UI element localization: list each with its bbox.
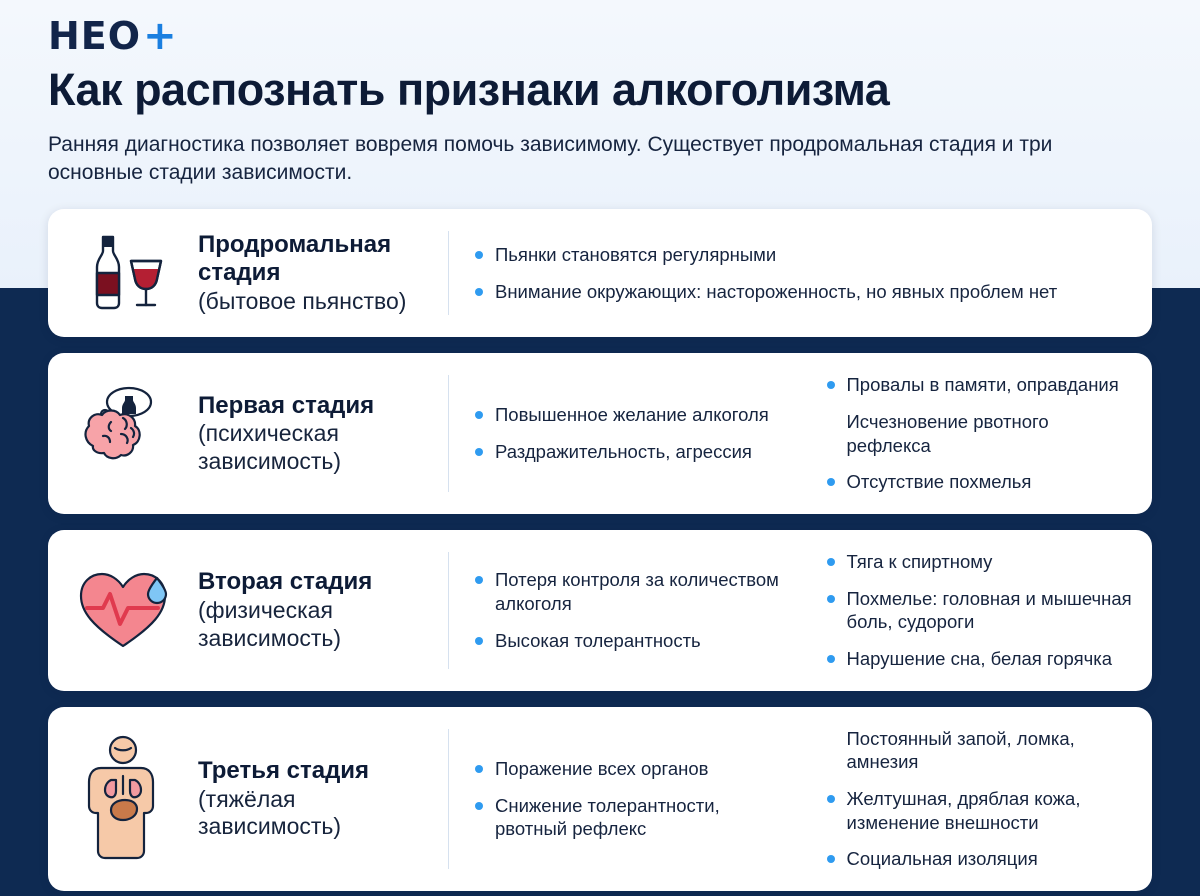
stage-title: Вторая стадия bbox=[198, 568, 373, 596]
stage-bullet-column bbox=[801, 353, 1153, 514]
stage-bullet-column bbox=[449, 209, 1122, 337]
bullet-item: Отсутствие похмелья bbox=[827, 470, 1135, 494]
page-subtitle: Ранняя диагностика позволяет вовремя помочь зависимому. Существует продромальная стадия и три основные стадии зависимости. bbox=[48, 132, 1053, 184]
bullet-item: Желтушная, дряблая кожа, изменение внешности bbox=[827, 787, 1135, 834]
stage-card bbox=[48, 707, 1152, 891]
page-title: Как распознать признаки алкоголизма bbox=[48, 64, 890, 115]
bullet-item: Повышенное желание алкоголя bbox=[475, 403, 783, 427]
stage-label bbox=[198, 530, 448, 691]
stage-card bbox=[48, 209, 1152, 337]
bullet-item: Пьянки становятся регулярными bbox=[475, 243, 1104, 267]
logo-plus: + bbox=[143, 13, 178, 59]
bullet-item: Похмелье: головная и мышечная боль, судороги bbox=[827, 587, 1135, 634]
bullet-item: Социальная изоляция bbox=[827, 847, 1135, 871]
stage-subtitle: (тяжёлая зависимость) bbox=[198, 785, 342, 840]
bullet-item: Раздражительность, агрессия bbox=[475, 440, 783, 464]
logo-text bbox=[48, 13, 178, 59]
stage-bullet-column bbox=[801, 707, 1153, 891]
wine-bottle-and-glass-icon bbox=[75, 227, 171, 319]
bullet-item: Снижение толерантности, рвотный рефлекс bbox=[475, 794, 783, 841]
bullet-item: Поражение всех органов bbox=[475, 757, 783, 781]
stage-title: Первая стадия bbox=[198, 391, 375, 419]
bullet-item: Постоянный запой, ломка, амнезия bbox=[846, 727, 1075, 773]
stage-card bbox=[48, 353, 1152, 514]
logo-name: HEO bbox=[48, 14, 142, 58]
stage-title: Третья стадия bbox=[198, 756, 370, 784]
brand-logo bbox=[48, 0, 1152, 59]
stage-icon-container bbox=[48, 209, 198, 337]
stage-title: Продромальная стадия bbox=[198, 230, 392, 287]
stage-icon-container bbox=[48, 707, 198, 891]
human-body-organs-icon bbox=[75, 734, 171, 864]
stage-icon-container bbox=[48, 353, 198, 514]
stage-subtitle: (психическая зависимость) bbox=[198, 420, 342, 475]
stage-bullet-column bbox=[801, 530, 1153, 691]
bullet-item: Тяга к спиртному bbox=[827, 550, 1135, 574]
bullet-item: Внимание окружающих: настороженность, но явных проблем нет bbox=[475, 280, 1104, 304]
bullet-item: Исчезновение рвотного рефлекса bbox=[846, 410, 1049, 456]
stage-icon-container bbox=[48, 530, 198, 691]
stage-bullet-column bbox=[449, 353, 801, 514]
stage-label bbox=[198, 707, 448, 891]
heart-pulse-icon bbox=[71, 562, 175, 658]
stage-bullet-column bbox=[449, 707, 801, 891]
stage-bullet-column bbox=[449, 530, 801, 691]
stage-card-list bbox=[48, 209, 1152, 891]
stage-label bbox=[198, 209, 448, 337]
stage-subtitle: (физическая зависимость) bbox=[198, 597, 342, 651]
bullet-item: Потеря контроля за количеством алкоголя bbox=[475, 568, 783, 615]
stage-card bbox=[48, 530, 1152, 691]
bullet-item: Высокая толерантность bbox=[475, 629, 783, 653]
stage-label bbox=[198, 353, 448, 514]
brain-icon bbox=[71, 384, 175, 484]
bullet-item: Провалы в памяти, оправдания bbox=[827, 373, 1135, 397]
bullet-item: Нарушение сна, белая горячка bbox=[827, 647, 1135, 671]
stage-subtitle: (бытовое пьянство) bbox=[198, 288, 407, 315]
card-spacer bbox=[1122, 209, 1152, 337]
